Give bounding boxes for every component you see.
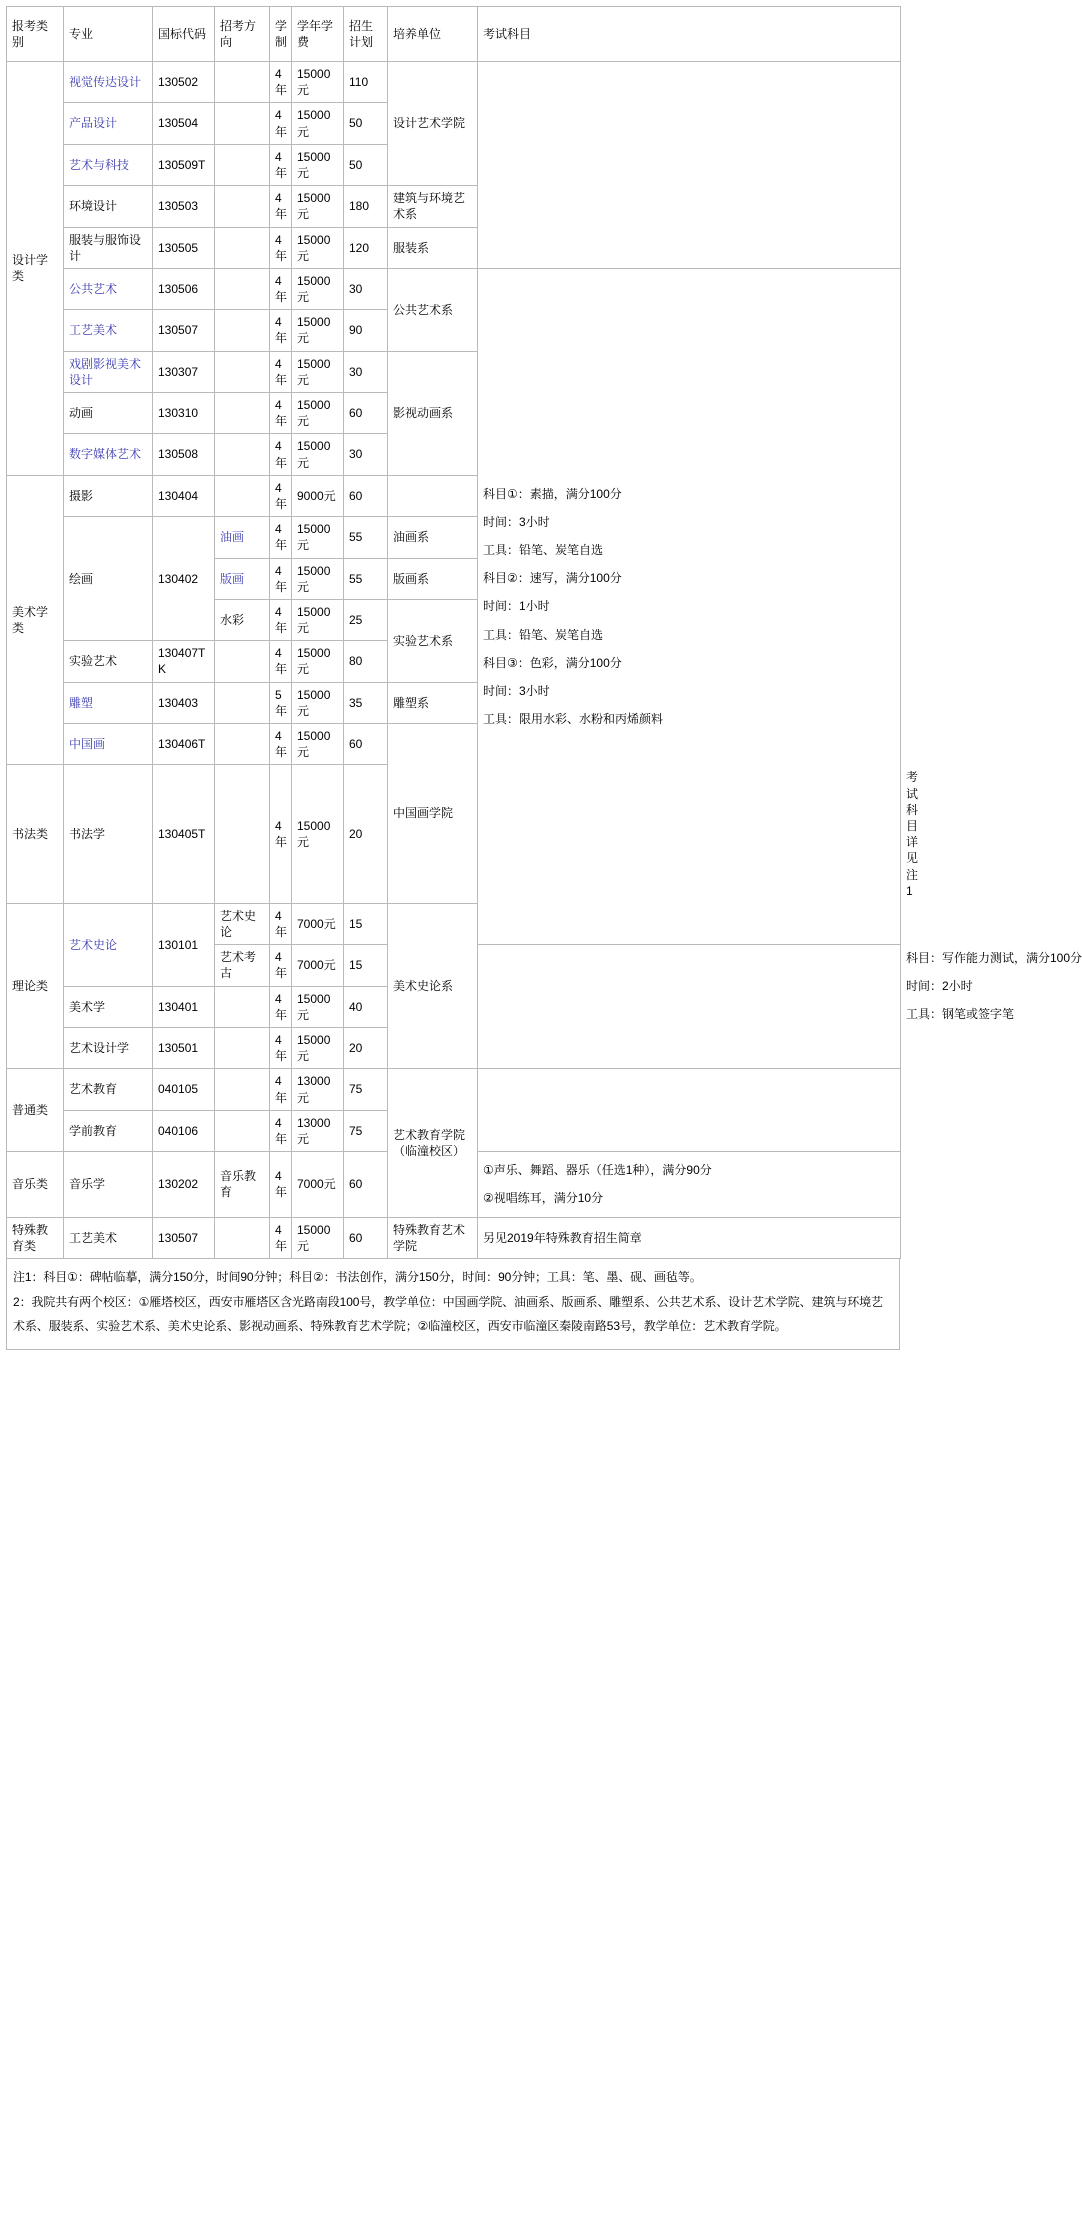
major-plan: 60 xyxy=(344,475,388,516)
major-tuition: 13000元 xyxy=(292,1110,344,1151)
header-unit: 培养单位 xyxy=(388,7,478,62)
major-direction xyxy=(215,393,270,434)
major-years: 4年 xyxy=(270,724,292,765)
major-direction xyxy=(215,268,270,309)
major-plan: 60 xyxy=(344,1152,388,1217)
unit-film-animation: 影视动画系 xyxy=(388,351,478,475)
major-tuition: 15000元 xyxy=(292,434,344,475)
major-code: 130407TK xyxy=(153,641,215,682)
major-direction xyxy=(215,434,270,475)
major-plan: 75 xyxy=(344,1069,388,1110)
table-header-row xyxy=(7,7,901,62)
major-tuition: 15000元 xyxy=(292,268,344,309)
major-plan: 40 xyxy=(344,986,388,1027)
major-tuition: 7000元 xyxy=(292,903,344,944)
major-plan: 180 xyxy=(344,186,388,227)
major-name[interactable]: 艺术与科技 xyxy=(64,144,153,185)
header-years: 学制 xyxy=(270,7,292,62)
major-years: 4年 xyxy=(270,517,292,558)
table-row xyxy=(7,1217,901,1258)
major-name: 环境设计 xyxy=(64,186,153,227)
major-years: 4年 xyxy=(270,103,292,144)
major-years: 4年 xyxy=(270,1069,292,1110)
major-name: 服装与服饰设计 xyxy=(64,227,153,268)
exam-line: 科目③：色彩，满分100分 xyxy=(483,655,622,670)
major-plan: 55 xyxy=(344,558,388,599)
table-row xyxy=(7,62,901,103)
unit-design-art-college: 设计艺术学院 xyxy=(388,62,478,186)
major-years: 4年 xyxy=(270,351,292,392)
major-tuition: 7000元 xyxy=(292,945,344,986)
header-direction: 招考方向 xyxy=(215,7,270,62)
major-direction xyxy=(215,765,270,904)
major-direction: 水彩 xyxy=(215,599,270,640)
major-years: 4年 xyxy=(270,765,292,904)
major-code: 130505 xyxy=(153,227,215,268)
unit-special-education-college: 特殊教育艺术学院 xyxy=(388,1217,478,1258)
major-code: 130506 xyxy=(153,268,215,309)
major-name[interactable]: 数字媒体艺术 xyxy=(64,434,153,475)
major-name[interactable]: 工艺美术 xyxy=(64,310,153,351)
major-plan: 25 xyxy=(344,599,388,640)
exam-line: 科目②：速写，满分100分 xyxy=(483,571,622,586)
major-plan: 20 xyxy=(344,1028,388,1069)
major-code: 130502 xyxy=(153,62,215,103)
major-code: 130405T xyxy=(153,765,215,904)
exam-line: 时间：3小时 xyxy=(483,684,550,699)
table-row: 理论类 艺术史论 130101 艺术史论 4年 7000元 15 美术史论系 科目：写作能力测试，满分100分 时间：2小时 工具：钢笔或签字笔 xyxy=(7,903,901,944)
major-tuition: 15000元 xyxy=(292,310,344,351)
major-direction xyxy=(215,310,270,351)
major-code: 130507 xyxy=(153,310,215,351)
major-name[interactable]: 戏剧影视美术设计 xyxy=(64,351,153,392)
exam-line: 科目①：素描，满分100分 xyxy=(483,486,622,501)
major-tuition: 15000元 xyxy=(292,103,344,144)
major-code: 130402 xyxy=(153,517,215,641)
major-code: 130310 xyxy=(153,393,215,434)
major-tuition: 15000元 xyxy=(292,351,344,392)
major-tuition: 15000元 xyxy=(292,641,344,682)
major-plan: 80 xyxy=(344,641,388,682)
table-row: 书法类 书法学 130405T 4年 15000元 20 考试科目详见注1 xyxy=(7,765,901,904)
major-code: 130501 xyxy=(153,1028,215,1069)
unit-fashion: 服装系 xyxy=(388,227,478,268)
major-direction xyxy=(215,1069,270,1110)
major-code: 130504 xyxy=(153,103,215,144)
major-direction: 音乐教育 xyxy=(215,1152,270,1217)
category-design: 设计学类 xyxy=(7,62,64,476)
major-tuition: 15000元 xyxy=(292,558,344,599)
unit-oil-painting: 油画系 xyxy=(388,517,478,558)
table-row xyxy=(7,1069,901,1110)
exam-line: 工具：铅笔、炭笔自选 xyxy=(483,543,604,558)
unit-public-art: 公共艺术系 xyxy=(388,268,478,351)
major-code: 130404 xyxy=(153,475,215,516)
major-years: 4年 xyxy=(270,1217,292,1258)
exam-line: ②视唱练耳，满分10分 xyxy=(483,1191,604,1206)
unit-art-education-college: 艺术教育学院（临潼校区） xyxy=(388,1069,478,1217)
major-name: 艺术设计学 xyxy=(64,1028,153,1069)
major-years: 4年 xyxy=(270,1152,292,1217)
major-tuition: 15000元 xyxy=(292,682,344,723)
major-plan: 90 xyxy=(344,310,388,351)
major-code: 130503 xyxy=(153,186,215,227)
major-years: 4年 xyxy=(270,186,292,227)
category-music: 音乐类 xyxy=(7,1152,64,1217)
major-name: 工艺美术 xyxy=(64,1217,153,1258)
category-calligraphy: 书法类 xyxy=(7,765,64,904)
category-fine-arts: 美术学类 xyxy=(7,475,64,765)
major-code: 130202 xyxy=(153,1152,215,1217)
major-plan: 120 xyxy=(344,227,388,268)
major-years: 4年 xyxy=(270,268,292,309)
unit-sculpture: 雕塑系 xyxy=(388,682,478,723)
major-code: 130101 xyxy=(153,903,215,986)
unit-empty xyxy=(388,475,478,516)
major-years: 4年 xyxy=(270,475,292,516)
major-name[interactable]: 艺术史论 xyxy=(64,903,153,986)
category-theory: 理论类 xyxy=(7,903,64,1069)
major-direction xyxy=(215,986,270,1027)
major-code: 130307 xyxy=(153,351,215,392)
major-tuition: 15000元 xyxy=(292,599,344,640)
major-direction xyxy=(215,1110,270,1151)
exam-subjects-empty-top xyxy=(478,62,901,269)
major-name: 音乐学 xyxy=(64,1152,153,1217)
exam-subject-list xyxy=(483,480,896,734)
major-plan: 60 xyxy=(344,393,388,434)
major-name[interactable]: 雕塑 xyxy=(64,682,153,723)
major-tuition: 15000元 xyxy=(292,724,344,765)
major-plan: 35 xyxy=(344,682,388,723)
major-code: 130403 xyxy=(153,682,215,723)
major-years: 4年 xyxy=(270,144,292,185)
exam-subjects-general xyxy=(478,1069,901,1152)
major-code: 130509T xyxy=(153,144,215,185)
major-name: 实验艺术 xyxy=(64,641,153,682)
major-tuition: 7000元 xyxy=(292,1152,344,1217)
major-years: 4年 xyxy=(270,1110,292,1151)
major-direction xyxy=(215,144,270,185)
major-tuition: 15000元 xyxy=(292,62,344,103)
exam-subjects-special-education: 另见2019年特殊教育招生简章 xyxy=(478,1217,901,1258)
major-years: 4年 xyxy=(270,1028,292,1069)
table-row xyxy=(7,268,901,309)
major-years: 4年 xyxy=(270,558,292,599)
major-direction xyxy=(215,186,270,227)
major-years: 4年 xyxy=(270,945,292,986)
exam-subject-list xyxy=(483,1156,896,1212)
major-name: 绘画 xyxy=(64,517,153,641)
major-code: 040105 xyxy=(153,1069,215,1110)
exam-line: 工具：铅笔、炭笔自选 xyxy=(483,627,604,642)
major-name[interactable]: 公共艺术 xyxy=(64,268,153,309)
major-name: 动画 xyxy=(64,393,153,434)
notes-section xyxy=(6,1259,900,1350)
major-tuition: 15000元 xyxy=(292,1028,344,1069)
major-years: 4年 xyxy=(270,310,292,351)
major-tuition: 15000元 xyxy=(292,765,344,904)
major-plan: 60 xyxy=(344,1217,388,1258)
category-general: 普通类 xyxy=(7,1069,64,1152)
major-plan: 15 xyxy=(344,945,388,986)
major-years: 4年 xyxy=(270,986,292,1027)
major-code: 040106 xyxy=(153,1110,215,1151)
category-special-education: 特殊教育类 xyxy=(7,1217,64,1258)
major-direction: 艺术史论 xyxy=(215,903,270,944)
note-2: 2：我院共有两个校区：①雁塔校区，西安市雁塔区含光路南段100号，教学单位：中国画学院、油画系、版画系、雕塑系、公共艺术系、设计艺术学院、建筑与环境艺术系、服装系、实验艺术系、美术史论系、影视动画系、特殊教育艺术学院；②临潼校区，西安市临潼区秦陵南路53号，教学单位：艺术教育学院。 xyxy=(13,1295,883,1333)
major-direction xyxy=(215,641,270,682)
major-years: 4年 xyxy=(270,393,292,434)
major-tuition: 13000元 xyxy=(292,1069,344,1110)
unit-experimental-art: 实验艺术系 xyxy=(388,599,478,682)
major-tuition: 15000元 xyxy=(292,517,344,558)
header-category: 报考类别 xyxy=(7,7,64,62)
major-plan: 75 xyxy=(344,1110,388,1151)
major-direction xyxy=(215,103,270,144)
header-major: 专业 xyxy=(64,7,153,62)
major-plan: 20 xyxy=(344,765,388,904)
major-plan: 50 xyxy=(344,144,388,185)
major-name: 学前教育 xyxy=(64,1110,153,1151)
major-name: 书法学 xyxy=(64,765,153,904)
header-tuition: 学年学费 xyxy=(292,7,344,62)
major-years: 4年 xyxy=(270,599,292,640)
header-exam: 考试科目 xyxy=(478,7,901,62)
major-name[interactable]: 中国画 xyxy=(64,724,153,765)
unit-printmaking: 版画系 xyxy=(388,558,478,599)
major-plan: 30 xyxy=(344,351,388,392)
major-direction xyxy=(215,227,270,268)
major-direction[interactable]: 油画 xyxy=(215,517,270,558)
major-name: 艺术教育 xyxy=(64,1069,153,1110)
major-code: 130507 xyxy=(153,1217,215,1258)
major-name: 美术学 xyxy=(64,986,153,1027)
unit-art-history-theory: 美术史论系 xyxy=(388,903,478,1069)
major-years: 4年 xyxy=(270,434,292,475)
major-direction[interactable]: 版画 xyxy=(215,558,270,599)
exam-subjects-art-group xyxy=(478,268,901,944)
major-plan: 30 xyxy=(344,434,388,475)
exam-line: 工具：限用水彩、水粉和丙烯颜料 xyxy=(483,712,664,727)
major-direction xyxy=(215,62,270,103)
major-code: 130401 xyxy=(153,986,215,1027)
exam-subjects-music-group xyxy=(478,1152,901,1217)
major-years: 5年 xyxy=(270,682,292,723)
major-plan: 30 xyxy=(344,268,388,309)
major-tuition: 9000元 xyxy=(292,475,344,516)
major-years: 4年 xyxy=(270,227,292,268)
major-name[interactable]: 产品设计 xyxy=(64,103,153,144)
major-plan: 15 xyxy=(344,903,388,944)
major-plan: 50 xyxy=(344,103,388,144)
header-code: 国标代码 xyxy=(153,7,215,62)
major-years: 4年 xyxy=(270,641,292,682)
major-direction: 艺术考古 xyxy=(215,945,270,986)
major-years: 4年 xyxy=(270,903,292,944)
major-name: 摄影 xyxy=(64,475,153,516)
major-tuition: 15000元 xyxy=(292,393,344,434)
major-plan: 55 xyxy=(344,517,388,558)
major-code: 130508 xyxy=(153,434,215,475)
unit-arch-env-art: 建筑与环境艺术系 xyxy=(388,186,478,227)
major-tuition: 15000元 xyxy=(292,986,344,1027)
note-1: 注1：科目①：碑帖临摹，满分150分，时间90分钟；科目②：书法创作，满分150分，时间：90分钟；工具：笔、墨、砚、画毡等。 xyxy=(13,1269,702,1284)
major-name[interactable]: 视觉传达设计 xyxy=(64,62,153,103)
major-plan: 60 xyxy=(344,724,388,765)
major-tuition: 15000元 xyxy=(292,144,344,185)
major-direction xyxy=(215,682,270,723)
exam-line: 时间：3小时 xyxy=(483,514,550,529)
major-plan: 110 xyxy=(344,62,388,103)
major-tuition: 15000元 xyxy=(292,227,344,268)
exam-line: 时间：1小时 xyxy=(483,599,550,614)
exam-line: ①声乐、舞蹈、器乐（任选1种），满分90分 xyxy=(483,1163,712,1178)
header-plan: 招生计划 xyxy=(344,7,388,62)
admissions-table xyxy=(6,6,1082,1259)
major-tuition: 15000元 xyxy=(292,1217,344,1258)
major-direction xyxy=(215,724,270,765)
major-direction xyxy=(215,475,270,516)
major-direction xyxy=(215,1217,270,1258)
major-years: 4年 xyxy=(270,62,292,103)
major-tuition: 15000元 xyxy=(292,186,344,227)
major-code: 130406T xyxy=(153,724,215,765)
unit-chinese-painting-college: 中国画学院 xyxy=(388,724,478,904)
major-direction xyxy=(215,351,270,392)
major-direction xyxy=(215,1028,270,1069)
